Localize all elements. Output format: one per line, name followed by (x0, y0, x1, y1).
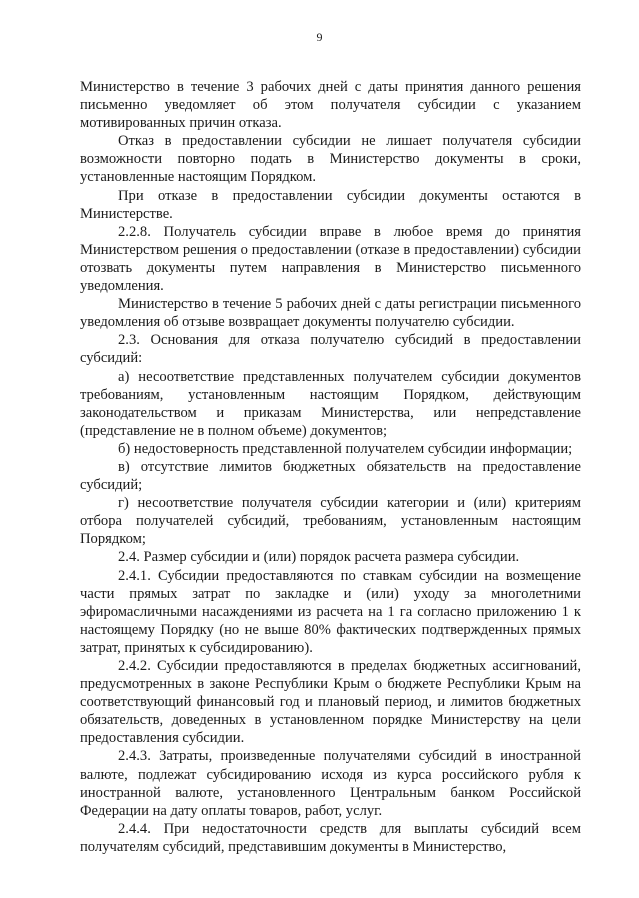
paragraph-2-3: 2.3. Основания для отказа получателю субсидий в предоставлении субсидий: (80, 332, 581, 367)
document-body (80, 78, 581, 856)
paragraph-2-4-1: 2.4.1. Субсидии предоставляются по ставкам субсидии на возмещение части прямых затрат по закладке и (или) уходу за многолетними эфиромасличными насаждениями из расчета на 1 га согласно приложению 1 к настоящему Порядку (но не выше 80% фактических подтвержденных прямых затрат, принятых к субсидированию). (80, 567, 581, 656)
paragraph-2-4: 2.4. Размер субсидии и (или) порядок расчета размера субсидии. (118, 549, 520, 566)
paragraph-2-3-v: в) отсутствие лимитов бюджетных обязательств на предоставление субсидий; (80, 458, 581, 494)
paragraph-2-2-8: 2.2.8. Получатель субсидии вправе в любое время до принятия Министерством решения о предоставлении (отказе в предоставлении) субсидии отозвать документы путем направления в Министерство письменного уведомления. (80, 223, 581, 295)
paragraph-2-4-3: 2.4.3. Затраты, произведенные получателями субсидий в иностранной валюте, подлежат субсидированию исходя из курса российского рубля к иностранной валюте, установленного Центральным банком Российской Федерации на дату оплаты товаров, работ, услуг. (80, 748, 581, 819)
paragraph-refusal-notice: Министерство в течение 3 рабочих дней с даты принятия данного решения письменно уведомляет об этом получателя субсидии с указанием мотивированных причин отказа. (80, 79, 581, 132)
paragraph-documents-retained: При отказе в предоставлении субсидии документы остаются в Министерстве. (80, 187, 581, 222)
paragraph-refusal-reapply: Отказ в предоставлении субсидии не лишает получателя субсидии возможности повторно подать в Министерство документы в сроки, установленные настоящим Порядком. (80, 133, 581, 186)
paragraph-2-3-g: г) несоответствие получателя субсидии категории и (или) критериям отбора получателей субсидий, требованиям, установленным настоящим Порядком; (80, 495, 581, 548)
page-number: 9 (316, 30, 323, 44)
paragraph-withdrawal-return: Министерство в течение 5 рабочих дней с даты регистрации письменного уведомления об отзыве возвращает документы получателю субсидии. (80, 296, 581, 331)
paragraph-2-3-b: б) недостоверность представленной получателем субсидии информации; (118, 440, 573, 457)
paragraph-2-3-a: а) несоответствие представленных получателем субсидии документов требованиям, установленным настоящим Порядком, действующим законодательством и приказам Министерства, или непредставление (представление не в полном объеме) документов; (80, 368, 581, 439)
paragraph-2-4-4: 2.4.4. При недостаточности средств для выплаты субсидий всем получателям субсидий, представившим документы в Министерство, (80, 820, 581, 855)
paragraph-2-4-2: 2.4.2. Субсидии предоставляются в пределах бюджетных ассигнований, предусмотренных в законе Республики Крым о бюджете Республики Крым на соответствующий финансовый год и плановый период, и лимитов бюджетных обязательств, доведенных в установленном порядке Министерству на цели предоставления субсидии. (80, 658, 581, 747)
